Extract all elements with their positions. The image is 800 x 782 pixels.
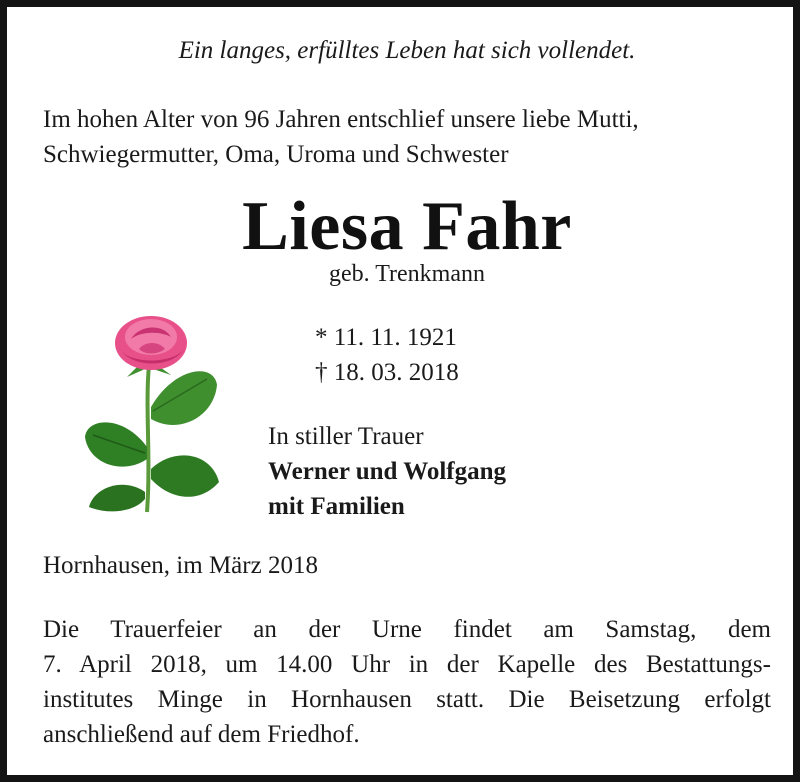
intro-line: Im hohen Alter von 96 Jahren entschlief unsere liebe Mutti, xyxy=(43,106,639,133)
death-date: † 18. 03. 2018 xyxy=(315,359,459,386)
rose-leaf xyxy=(151,455,219,496)
rose-leaf xyxy=(89,485,145,512)
funeral-info xyxy=(43,612,771,752)
rose-stem xyxy=(147,365,149,512)
mourners-block xyxy=(268,419,506,524)
funeral-line: 7. April 2018, um 14.00 Uhr in der Kapelle des Bestattungs- xyxy=(43,651,771,678)
intro-line: Schwiegermutter, Oma, Uroma und Schwester xyxy=(43,141,509,168)
mourners-family: mit Familien xyxy=(268,493,405,520)
place-date: Hornhausen, im März 2018 xyxy=(43,552,318,579)
birth-name: geb. Trenkmann xyxy=(329,261,485,287)
motto-line: Ein langes, erfülltes Leben hat sich vollendet. xyxy=(178,37,636,64)
mourners-names: Werner und Wolfgang xyxy=(268,458,507,485)
mourning-intro: In stiller Trauer xyxy=(268,423,424,450)
life-dates xyxy=(315,320,459,390)
funeral-line: Die Trauerfeier an der Urne findet am Samstag, dem xyxy=(43,616,771,643)
deceased-name: Liesa Fahr xyxy=(242,188,572,265)
funeral-line: institutes Minge in Hornhausen statt. Die Beisetzung erfolgt xyxy=(43,686,771,713)
intro-text xyxy=(43,102,783,172)
rose-leaf xyxy=(85,422,147,466)
birth-date: * 11. 11. 1921 xyxy=(315,324,457,351)
rose-image xyxy=(79,307,229,517)
funeral-line: anschließend auf dem Friedhof. xyxy=(43,721,360,748)
